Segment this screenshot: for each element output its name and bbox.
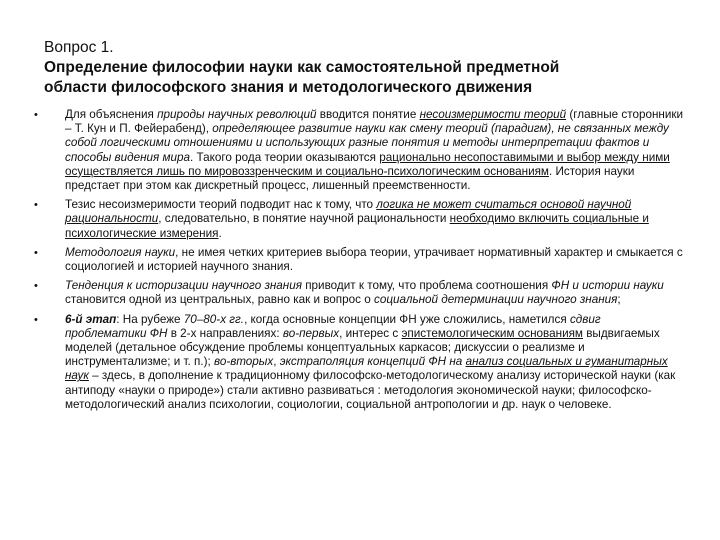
bullet-marker: • (34, 246, 38, 259)
bullet-text-segment: , следовательно, в понятие научной рациональности (158, 212, 450, 226)
bullet-text-segment: Методология науки (65, 245, 176, 259)
bullet-text-segment: 6-й этап (65, 312, 117, 326)
bullet-marker: • (34, 313, 38, 326)
bullet-marker: • (34, 199, 38, 212)
bullet-text-segment: . История науки предстает при этом как дискретный процесс, лишенный преемственности. (65, 164, 635, 193)
bullet-text-segment: становится одной из центральных, равно как и вопрос о (65, 293, 374, 307)
bullet-text-segment: логика не может считаться основой научной рациональности (65, 198, 632, 226)
bullet-text-segment: вводится понятие (316, 108, 420, 121)
bullet-text-segment: – здесь, в дополнение к традиционному философско-методологическому анализу исторической науки (как антиподу «науки о природе») стали активно развиваться : методология экономической науки; философско-методологический анализ психологии, социологии, социальной антропологии и др. наук о человеке. (65, 369, 676, 411)
title-heading-line-1: Определение философии науки как самостоятельной предметной (44, 59, 560, 76)
bullet-marker: • (34, 280, 38, 293)
bullet-text-segment: необходимо включить социальные и психологические измерения (65, 212, 649, 240)
bullet-text-segment: , не имея четких критериев выбора теории, утрачивает нормативный характер и смыкается с социологией и историей научного знания. (65, 245, 683, 274)
bullet-text-segment: в 2-х направлениях: (167, 326, 283, 340)
bullet-text-segment: ФН и истории науки (551, 279, 664, 293)
title-heading-line-2: области философского знания и методологического движения (44, 79, 533, 96)
bullet-text-segment: сдвиг проблематики ФН (65, 312, 601, 340)
bullet-text-segment: . (218, 226, 222, 240)
bullet-text-segment: анализ социальных и гуманитарных наук (65, 355, 668, 383)
bullet-text-segment: . Такого рода теории оказываются (190, 150, 380, 164)
bullet-text-segment: рационально несопоставимыми и выбор между ними осуществляется лишь по мировоззренческим и социально-психологическим основаниям (65, 150, 670, 178)
bullet-text-segment: во-первых (282, 326, 340, 340)
bullet-item (34, 313, 684, 412)
bullet-text-segment: несоизмеримости теорий (419, 108, 567, 121)
bullet-text-segment: приводит к тому, что проблема соотношения (301, 279, 552, 293)
slide-title (44, 38, 694, 98)
bullet-text-segment: , (273, 355, 280, 369)
bullet-text-segment: , когда основные концепции ФН уже сложились, наметился (244, 312, 570, 326)
bullet-list (34, 108, 684, 417)
title-question-number: Вопрос 1. (44, 39, 114, 56)
bullet-text-segment: , интерес с (339, 326, 402, 340)
bullet-text-segment: : На рубеже (116, 312, 184, 326)
bullet-text-segment: Тенденция к историзации научного знания (65, 279, 302, 293)
bullet-item (34, 198, 684, 241)
bullet-text-segment: природы научных революций (157, 108, 317, 121)
bullet-text-segment: Для объяснения (65, 108, 158, 121)
bullet-text-segment: 70–80-х гг. (183, 312, 245, 326)
bullet-item (34, 108, 684, 193)
bullet-text-segment: ; (617, 293, 621, 307)
bullet-text-segment: Тезис несоизмеримости теорий подводит нас к тому, что (65, 198, 377, 212)
bullet-item (34, 246, 684, 274)
bullet-text-segment: (главные сторонники – Т. Кун и П. Фейерабенд), (65, 108, 684, 136)
bullet-text-segment: эпистемологическим основаниям (401, 326, 583, 340)
bullet-text-segment: экстраполяция концепций ФН на (279, 355, 466, 369)
bullet-marker: • (34, 109, 38, 121)
bullet-item (34, 279, 684, 307)
bullet-text-segment: во-вторых (214, 355, 274, 369)
bullet-text-segment: социальной детерминации научного знания (373, 293, 618, 307)
bullet-text-segment: выдвигаемых моделей (детальное обсуждение проблемы концептуальных каркасов; дискуссии о реализме и инструментализме; и т. п.); (65, 326, 660, 369)
bullet-text-segment: определяющее развитие науки как смену теорий (парадигм), не связанных между собой логическими отношениями и использующих разные понятия и методы интерпретации фактов и способы видения мира (65, 122, 669, 164)
